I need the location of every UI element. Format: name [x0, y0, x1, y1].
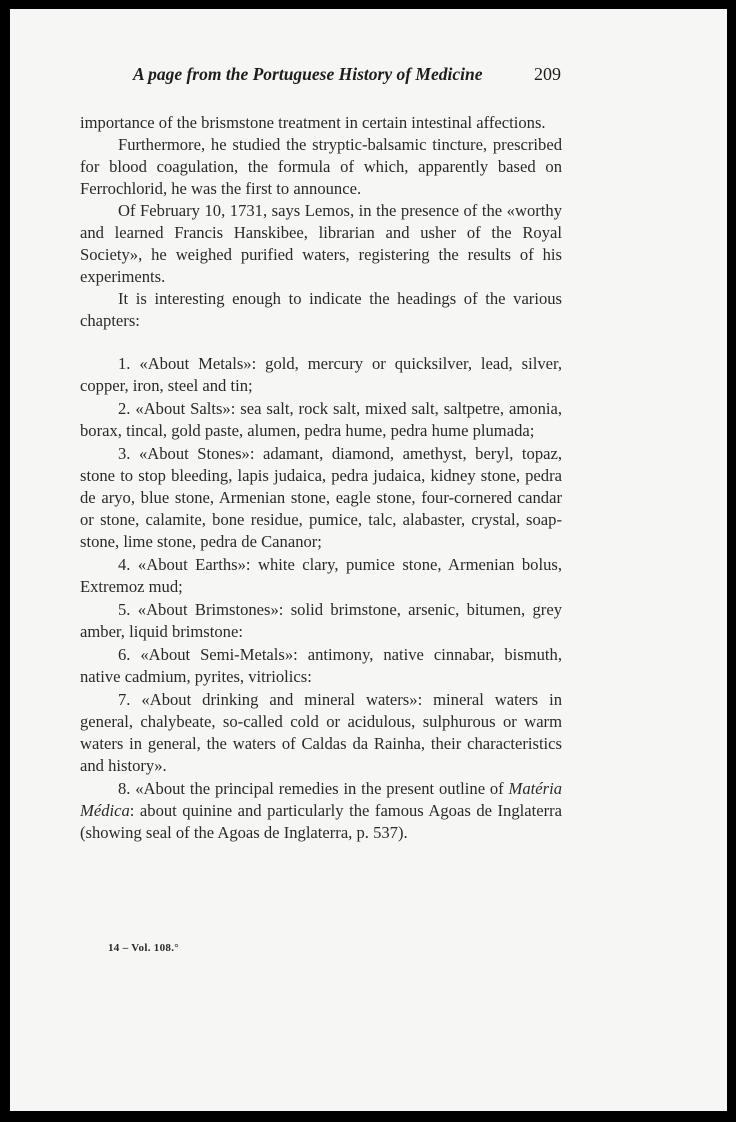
chapter-item-4: 4. «About Earths»: white clary, pumice stone, Armenian bolus, Extremoz mud; [80, 555, 562, 596]
item-8-text: 8. «About the principal remedies in the present outline of [118, 779, 509, 798]
signature-mark: 14 – Vol. 108.° [108, 942, 179, 954]
paragraph: Furthermore, he studied the stryptic-balsamic tincture, prescribed for blood coagulation, the formula of which, apparently based on Ferrochlorid, he was the first to announce. [80, 135, 562, 198]
chapter-item-8 [80, 778, 562, 844]
chapter-item-2: 2. «About Salts»: sea salt, rock salt, mixed salt, saltpetre, amonia, borax, tincal, gold paste, alumen, pedra hume, pedra hume plumada; [80, 399, 562, 440]
page-number: 209 [534, 64, 561, 84]
paragraph-continuation: importance of the brismstone treatment in certain intestinal affections. [80, 113, 546, 132]
item-8-text-end: : about quinine and particularly the famous Agoas de Inglaterra (showing seal of the Agoas de Inglaterra, p. 537). [80, 801, 562, 842]
chapter-item-1: 1. «About Metals»: gold, mercury or quicksilver, lead, silver, copper, iron, steel and tin; [80, 354, 562, 395]
chapter-item-5: 5. «About Brimstones»: solid brimstone, arsenic, bitumen, grey amber, liquid brimstone: [80, 600, 562, 641]
chapter-item-6: 6. «About Semi-Metals»: antimony, native cinnabar, bismuth, native cadmium, pyrites, vitriolics: [80, 645, 562, 686]
paragraph: Of February 10, 1731, says Lemos, in the presence of the «worthy and learned Francis Hanskibee, librarian and usher of the Royal Society», he weighed purified waters, registering the results of his experiments. [80, 201, 562, 286]
body-text [80, 112, 562, 844]
paragraph: It is interesting enough to indicate the headings of the various chapters: [80, 289, 562, 330]
item-8-italic: Matéria Médica [80, 779, 562, 820]
chapter-item-3: 3. «About Stones»: adamant, diamond, amethyst, beryl, topaz, stone to stop bleeding, lapis judaica, pedra judaica, kidney stone, pedra de aryo, blue stone, Armenian stone, eagle stone, four-cornered candar or stone, calamite, bone residue, pumice, talc, alabaster, crystal, soap-stone, lime stone, pedra de Cananor; [80, 444, 562, 551]
chapter-item-7: 7. «About drinking and mineral waters»: mineral waters in general, chalybeate, so-called cold or acidulous, sulphurous or warm waters in general, the waters of Caldas da Rainha, their characteristics and history». [80, 690, 562, 775]
running-title: A page from the Portuguese History of Medicine [133, 64, 483, 84]
